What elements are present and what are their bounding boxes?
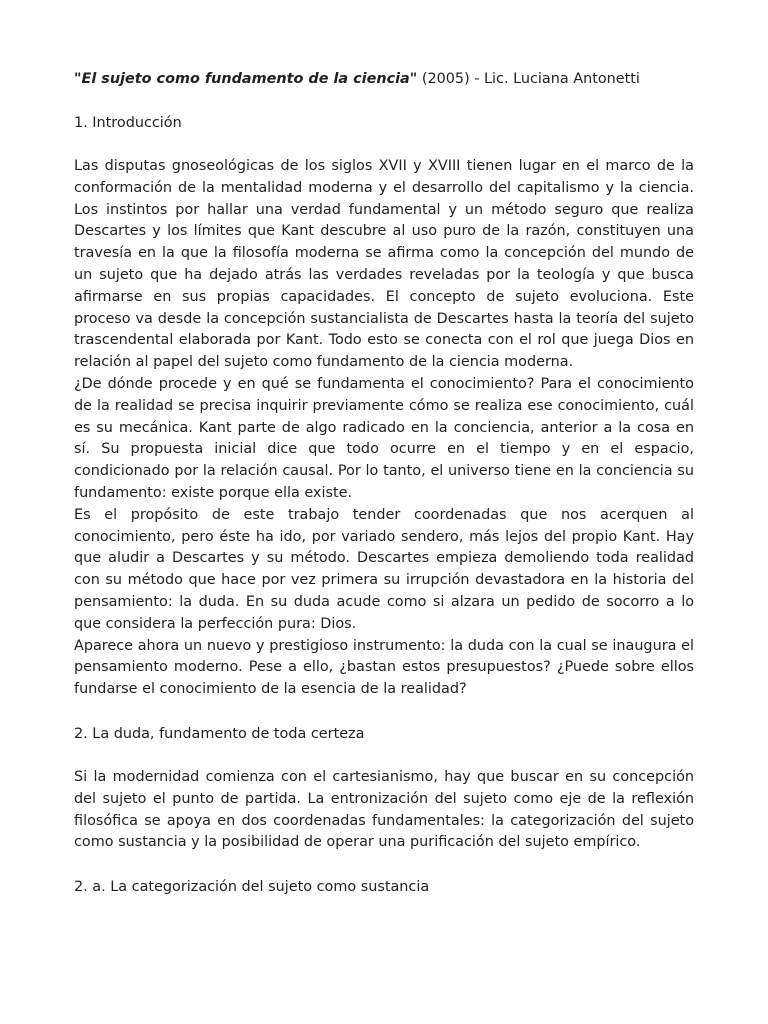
spacer [74, 854, 694, 876]
section-heading-la-duda: 2. La duda, fundamento de toda certeza [74, 725, 365, 742]
paragraph: Aparece ahora un nuevo y prestigioso instrumento: la duda con la cual se inaugura el pensamiento moderno. Pese a ello, ¿bastan estos presupuestos? ¿Puede sobre ellos fundarse el conocimiento de la esencia de la realidad? [74, 637, 694, 698]
section-heading-sustancia: 2. a. La categorización del sujeto como sustancia [74, 879, 430, 896]
spacer [74, 701, 694, 723]
paragraph: Es el propósito de este trabajo tender coordenadas que nos acerquen al conocimiento, pero éste ha ido, por variado sendero, más lejos del propio Kant. Hay que aludir a Descartes y su método. Descartes empieza demoliendo toda realidad con su método que hace por vez primera su irrupción devastadora en la historia del pensamiento: la duda. En su duda acude como si alzara un pedido de socorro a lo que considera la perfección pura: Dios. [74, 506, 694, 632]
paragraph: Las disputas gnoseológicas de los siglos XVII y XVIII tienen lugar en el marco de la conformación de la mentalidad moderna y el desarrollo del capitalismo y la ciencia. Los instintos por hallar una verdad fundamental y un método seguro que realiza Descartes y los límites que Kant descubre al uso puro de la razón, constituyen una travesía en la que la filosofía moderna se afirma como la concepción del mundo de un sujeto que ha dejado atrás las verdades reveladas por la teología y que busca afirmarse en sus propias capacidades. El concepto de sujeto evoluciona. Este proceso va desde la concepción sustancialista de Descartes hasta la teoría del sujeto trascendental elaborada por Kant. Todo esto se conecta con el rol que juega Dios en relación al papel del sujeto como fundamento de la ciencia moderna. [74, 158, 694, 371]
paragraph: Si la modernidad comienza con el cartesianismo, hay que buscar en su concepción del sujeto el punto de partida. La entronización del sujeto como eje de la reflexión filosófica se apoya en dos coordenadas fundamentales: la categorización del sujeto como sustancia y la posibilidad de operar una purificación del sujeto empírico. [74, 768, 694, 851]
document-author-year: (2005) - Lic. Luciana Antonetti [417, 71, 640, 87]
document-page [74, 68, 694, 920]
section-heading-introduccion: 1. Introducción [74, 115, 182, 131]
paragraph: ¿De dónde procede y en qué se fundamenta el conocimiento? Para el conocimiento de la realidad se precisa inquirir previamente cómo se realiza ese conocimiento, cuál es su mecánica. Kant parte de algo radicado en la conciencia, anterior a la cosa en sí. Su propuesta inicial dice que todo ocurre en el tiempo y en el espacio, condicionado por la relación causal. Por lo tanto, el universo tiene en la conciencia su fundamento: existe porque ella existe. [74, 375, 694, 501]
document-title: "El sujeto como fundamento de la ciencia" [74, 71, 418, 87]
document-title-line [74, 68, 694, 90]
